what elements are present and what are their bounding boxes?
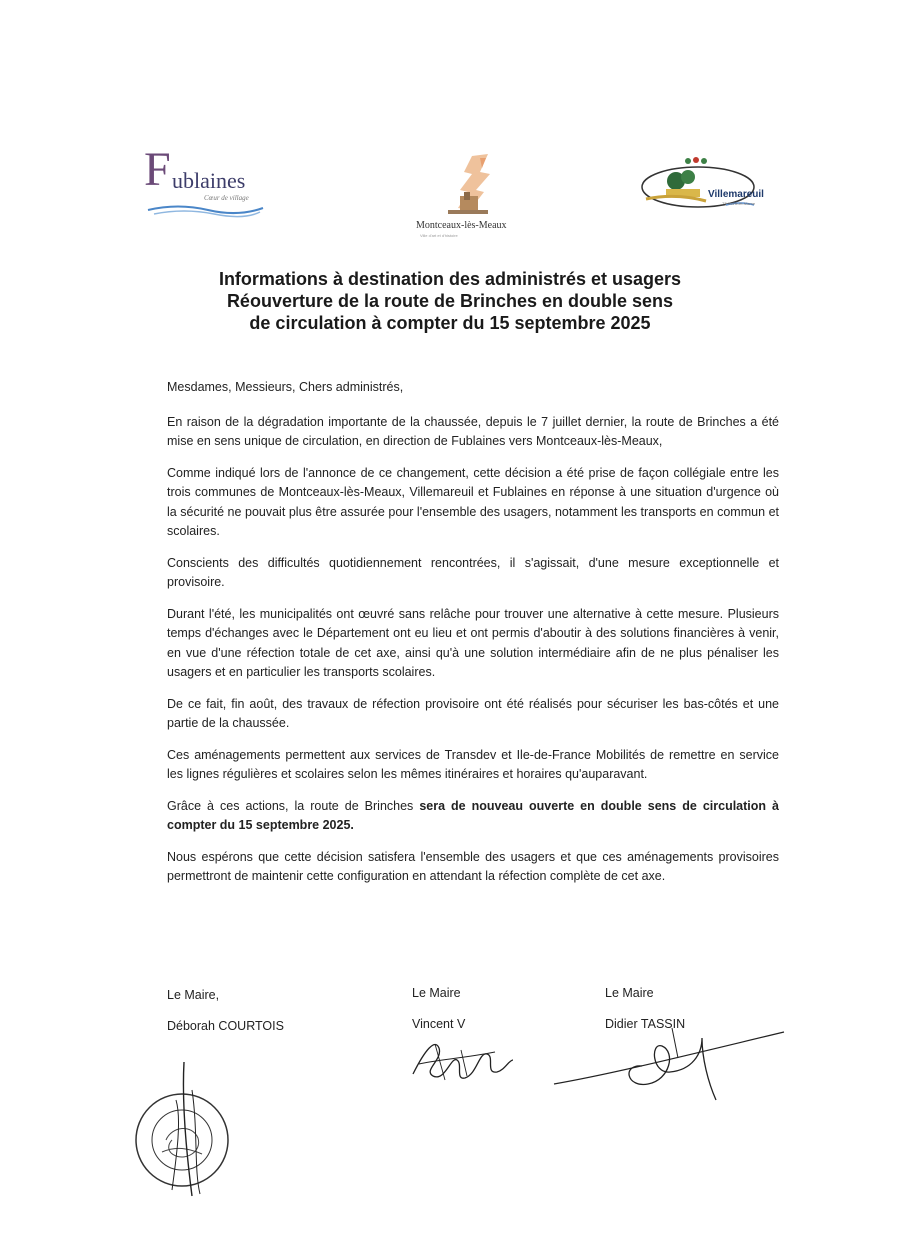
greeting: Mesdames, Messieurs, Chers administrés, <box>167 380 404 394</box>
paragraph-2: Comme indiqué lors de l'annonce de ce changement, cette décision a été prise de façon collégiale entre les trois communes de Montceaux-lès-Meaux, Villemareuil et Fublaines en réponse à une situation d'urgence où la sécurité ne pouvait plus être assurée pour l'ensemble des usagers, notamment les transports en commun et scolaires. <box>167 465 779 538</box>
document-title <box>150 268 750 334</box>
villemareuil-emblem-icon <box>636 155 760 215</box>
fublaines-logo-initial: F <box>144 143 171 196</box>
fublaines-logo-name: ublaines <box>172 168 246 193</box>
paragraph-7 <box>167 797 779 836</box>
montceaux-emblem-icon <box>410 150 525 218</box>
stamp-seal-icon <box>132 1060 242 1200</box>
signature-3-name: Didier TASSIN <box>605 1017 686 1031</box>
signature-2-name: Vincent V <box>412 1017 466 1031</box>
signature-3-scribble <box>552 1024 788 1104</box>
villemareuil-logo <box>636 155 764 215</box>
villemareuil-logo-tagline: 77 Seine-et-Marne <box>722 201 756 206</box>
montceaux-logo-tagline: Ville d'art et d'histoire <box>420 233 458 238</box>
paragraph-8: Nous espérons que cette décision satisfera l'ensemble des usagers et que ces aménagements provisoires permettront de maintenir cette configuration en attendant la réfection complète de cet axe. <box>167 849 779 883</box>
signature-1-title: Le Maire, <box>167 988 220 1002</box>
paragraph-6: Ces aménagements permettent aux services de Transdev et Ile-de-France Mobilités de remettre en service les lignes régulières et scolaires selon les mêmes itinéraires et horaires qu'auparavant. <box>167 747 779 781</box>
title-line-3: de circulation à compter du 15 septembre 2025 <box>249 313 651 333</box>
fublaines-logo <box>138 143 268 218</box>
title-line-1: Informations à destination des administrés et usagers <box>218 269 682 289</box>
paragraph-1: En raison de la dégradation importante de la chaussée, depuis le 7 juillet dernier, la route de Brinches a été mise en sens unique de circulation, en direction de Fublaines vers Montceaux-lès-Meaux, <box>167 414 779 448</box>
signature-3-title: Le Maire <box>605 986 654 1000</box>
villemareuil-logo-name: Villemareuil <box>708 189 764 200</box>
fublaines-wave-icon <box>138 148 268 218</box>
signature-2-scribble <box>405 1030 525 1090</box>
fublaines-logo-tagline: Cœur de village <box>204 194 249 202</box>
montceaux-logo-name: Montceaux-lès-Meaux <box>416 220 507 231</box>
letter-body <box>167 378 779 899</box>
montceaux-logo <box>410 150 525 245</box>
signature-1-name: Déborah COURTOIS <box>167 1019 284 1033</box>
signature-2-title: Le Maire <box>412 986 461 1000</box>
paragraph-7-bold: sera de nouveau ouverte en double sens de circulation à compter du 15 septembre 2025. <box>167 798 779 832</box>
paragraph-4: Durant l'été, les municipalités ont œuvré sans relâche pour trouver une alternative à cette mesure. Plusieurs temps d'échanges avec le Département ont eu lieu et ont permis d'aboutir à des solutions financières à venir, en vue d'une réfection totale de cet axe, ainsi qu'à une solution intermédiaire afin de ne plus pénaliser les usagers et en particulier les transports scolaires. <box>167 606 779 679</box>
paragraph-3: Conscients des difficultés quotidiennement rencontrées, il s'agissait, d'une mesure exceptionnelle et provisoire. <box>167 555 779 589</box>
title-line-2: Réouverture de la route de Brinches en double sens <box>226 291 674 311</box>
paragraph-5: De ce fait, fin août, des travaux de réfection provisoire ont été réalisés pour sécuriser les bas-côtés et une partie de la chaussée. <box>167 696 779 730</box>
paragraph-7-text: Grâce à ces actions, la route de Brinches <box>167 798 420 813</box>
mairie-stamp <box>132 1060 242 1200</box>
